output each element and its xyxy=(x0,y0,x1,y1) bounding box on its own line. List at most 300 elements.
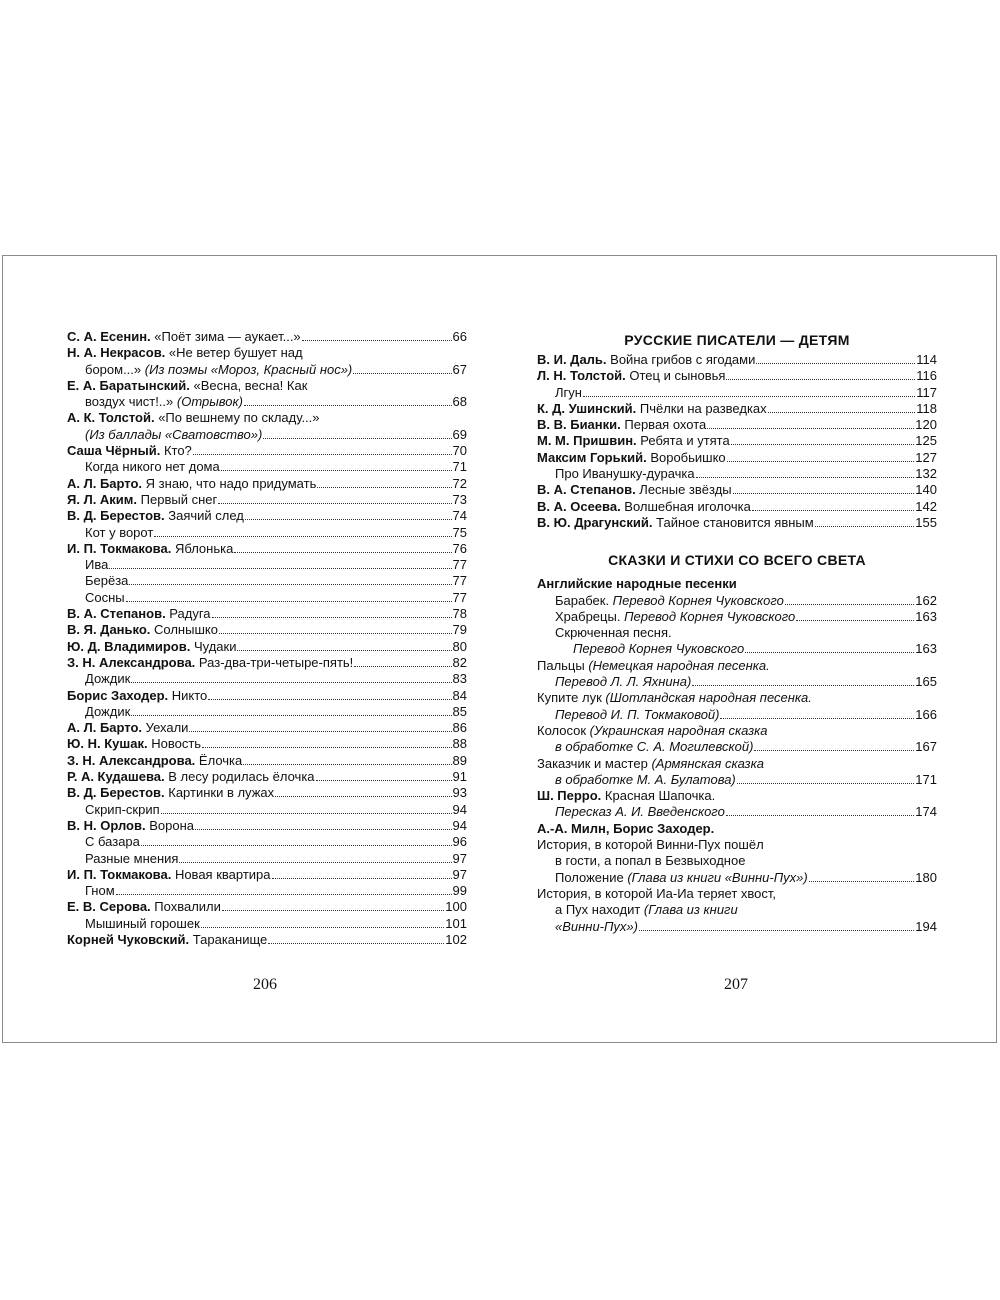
page-ref: 117 xyxy=(916,384,937,400)
dot-leader xyxy=(745,652,914,653)
entry-text xyxy=(537,756,764,772)
entry-title: Заказчик и мастер xyxy=(537,755,652,771)
author-name: С. А. Есенин. xyxy=(67,329,151,344)
dot-leader xyxy=(696,477,915,478)
author-name: А.-А. Милн, Борис Заходер. xyxy=(537,820,715,836)
page-ref: 78 xyxy=(452,606,467,622)
toc-entry xyxy=(67,802,467,818)
toc-entry-continuation xyxy=(537,576,937,592)
toc-entry-continuation xyxy=(537,658,937,674)
dot-leader xyxy=(785,604,914,605)
entry-title: Война грибов с ягодами xyxy=(606,352,756,367)
dot-leader xyxy=(815,526,915,527)
toc-entry-continuation xyxy=(537,837,937,853)
toc-entry-continuation xyxy=(537,788,937,804)
dot-leader xyxy=(201,927,445,928)
right-page-number: 207 xyxy=(724,976,748,993)
page-ref: 79 xyxy=(452,622,467,638)
dot-leader xyxy=(131,715,451,716)
entry-title: Яблонька xyxy=(171,540,234,556)
dot-leader xyxy=(752,510,914,511)
page-ref: 120 xyxy=(915,417,937,433)
dot-leader xyxy=(244,405,452,406)
page-ref: 80 xyxy=(452,638,467,654)
entry-text xyxy=(537,368,725,384)
dot-leader xyxy=(126,601,452,602)
entry-title: Скрип-скрип xyxy=(85,801,160,817)
page-ref: 76 xyxy=(452,540,467,556)
entry-title: В лесу родилась ёлочка xyxy=(164,769,315,785)
toc-entry xyxy=(67,867,467,883)
toc-entry xyxy=(537,641,937,657)
author-name: А. Л. Барто. xyxy=(67,475,143,491)
entry-title: в гости, а попал в Безвыходное xyxy=(555,853,746,869)
page-ref: 99 xyxy=(452,883,467,899)
toc-entry xyxy=(67,557,467,573)
entry-title: Радуга xyxy=(165,606,211,622)
entry-title: Картинки в лужах xyxy=(164,785,275,801)
entry-title: Барабек. xyxy=(555,592,613,608)
dot-leader xyxy=(268,943,444,944)
dot-leader xyxy=(179,862,451,863)
toc-entry xyxy=(67,785,467,801)
toc-entry xyxy=(537,401,937,417)
author-name: Английские народные песенки xyxy=(537,576,737,592)
entry-text xyxy=(67,622,218,638)
author-name: Борис Заходер. xyxy=(67,687,169,703)
dot-leader xyxy=(726,815,914,816)
author-name: В. А. Степанов. xyxy=(67,606,166,622)
dot-leader xyxy=(707,428,914,429)
toc-entry xyxy=(537,417,937,433)
toc-entry-continuation xyxy=(537,723,937,739)
page-ref: 69 xyxy=(452,426,467,442)
author-name: А. Л. Барто. xyxy=(67,720,143,736)
dot-leader xyxy=(316,780,452,781)
entry-text xyxy=(67,639,236,655)
entry-text xyxy=(85,704,130,720)
author-name: Р. А. Кудашева. xyxy=(67,769,165,785)
dot-leader xyxy=(221,470,452,471)
dot-leader xyxy=(131,682,451,683)
page-ref: 194 xyxy=(915,918,937,934)
toc-entry xyxy=(537,804,937,820)
dot-leader xyxy=(202,747,451,748)
page-ref: 97 xyxy=(452,850,467,866)
entry-title: Воробьишко xyxy=(646,449,726,465)
toc-entry xyxy=(67,329,467,345)
page-ref: 100 xyxy=(445,899,467,915)
entry-text xyxy=(85,459,220,475)
author-name: В. И. Даль. xyxy=(537,352,607,367)
entry-title: Кто? xyxy=(160,443,192,459)
page-ref: 167 xyxy=(915,739,937,755)
page-ref: 140 xyxy=(915,482,937,498)
dot-leader xyxy=(189,731,451,732)
entry-text xyxy=(537,401,767,417)
toc-entry-continuation xyxy=(537,821,937,837)
dot-leader xyxy=(720,718,914,719)
page-ref: 73 xyxy=(452,491,467,507)
entry-text xyxy=(67,932,267,948)
entry-text xyxy=(555,674,691,690)
entry-text xyxy=(67,818,194,834)
entry-title: «По вешнему по складу...» xyxy=(154,410,320,426)
entry-title: Отец и сыновья xyxy=(625,368,726,384)
entry-text xyxy=(537,499,751,515)
toc-entry xyxy=(67,916,467,932)
entry-text xyxy=(85,573,128,589)
author-name: В. Д. Берестов. xyxy=(67,508,165,524)
entry-title: бором...» xyxy=(85,361,145,377)
entry-title: Когда никого нет дома xyxy=(85,459,220,475)
toc-entry xyxy=(537,466,937,482)
entry-text xyxy=(67,899,221,915)
dot-leader xyxy=(302,340,452,341)
entry-note: «Винни-Пух») xyxy=(555,918,638,934)
entry-text xyxy=(85,851,178,867)
entry-text xyxy=(537,723,768,739)
entry-title: а Пух находит xyxy=(555,902,644,918)
entry-title: Ёлочка xyxy=(195,752,243,768)
author-name: В. Ю. Драгунский. xyxy=(537,514,653,530)
page-ref: 127 xyxy=(915,449,937,465)
entry-title: «Весна, весна! Как xyxy=(189,377,308,393)
entry-text xyxy=(67,508,244,524)
entry-title: Ива xyxy=(85,557,109,573)
entry-title: Лесные звёзды xyxy=(635,482,732,498)
entry-note: Перевод Корнея Чуковского xyxy=(612,592,784,608)
left-page-number: 206 xyxy=(253,976,277,993)
toc-entry xyxy=(537,433,937,449)
entry-title: Новость xyxy=(147,736,202,752)
entry-title: Раз-два-три-четыре-пять! xyxy=(195,654,354,670)
entry-text xyxy=(537,576,737,592)
entry-text xyxy=(67,476,316,492)
entry-text xyxy=(555,609,795,625)
entry-text xyxy=(67,736,201,752)
author-name: И. П. Токмакова. xyxy=(67,866,172,882)
page-ref: 89 xyxy=(452,752,467,768)
entry-note: (Из поэмы «Мороз, Красный нос») xyxy=(144,361,353,377)
dot-leader xyxy=(193,454,452,455)
entry-title: Гном xyxy=(85,883,115,899)
entry-text xyxy=(67,753,242,769)
right-page-contents xyxy=(537,329,937,935)
entry-title: Первая охота xyxy=(620,417,707,433)
entry-text xyxy=(67,345,303,361)
entry-text xyxy=(67,769,315,785)
page-ref: 101 xyxy=(445,915,467,931)
entry-text xyxy=(67,655,353,671)
entry-text xyxy=(85,802,160,818)
dot-leader xyxy=(275,796,451,797)
entry-text xyxy=(85,362,352,378)
entry-note: в обработке М. А. Булатова) xyxy=(555,771,736,787)
entry-text xyxy=(85,394,243,410)
page-ref: 70 xyxy=(452,443,467,459)
dot-leader xyxy=(212,617,452,618)
entry-text xyxy=(67,329,301,345)
page-ref: 84 xyxy=(452,687,467,703)
author-name: М. М. Пришвин. xyxy=(537,433,637,449)
entry-title: Никто xyxy=(168,687,208,703)
dot-leader xyxy=(317,487,451,488)
page-ref: 171 xyxy=(915,771,937,787)
page-ref: 116 xyxy=(916,368,937,384)
dot-leader xyxy=(195,829,452,830)
author-name: Ю. Н. Кушак. xyxy=(67,736,148,752)
entry-title: воздух чист!..» xyxy=(85,394,177,410)
entry-text xyxy=(85,883,115,899)
entry-note: (Немецкая народная песенка. xyxy=(588,657,770,673)
entry-title: Сосны xyxy=(85,589,125,605)
dot-leader xyxy=(154,536,451,537)
page-ref: 180 xyxy=(915,869,937,885)
entry-title: Похвалили xyxy=(150,899,221,915)
toc-entry-continuation xyxy=(537,853,937,869)
author-name: К. Д. Ушинский. xyxy=(537,400,637,416)
toc-entry xyxy=(537,772,937,788)
entry-text xyxy=(537,837,764,853)
dot-leader xyxy=(141,845,452,846)
dot-leader xyxy=(219,633,452,634)
page-ref: 74 xyxy=(452,508,467,524)
entry-text xyxy=(537,450,726,466)
toc-entry xyxy=(67,362,467,378)
entry-title: Берёза xyxy=(85,573,129,589)
toc-entry xyxy=(67,851,467,867)
entry-title: Первый снег xyxy=(137,491,218,507)
entry-text xyxy=(537,352,755,368)
entry-text xyxy=(67,443,192,459)
page-ref: 82 xyxy=(452,654,467,670)
page-ref: 155 xyxy=(915,514,937,530)
entry-text xyxy=(537,433,730,449)
entry-title: Дождик xyxy=(85,703,131,719)
page-ref: 71 xyxy=(452,459,467,475)
dot-leader xyxy=(222,910,444,911)
author-name: Л. Н. Толстой. xyxy=(537,368,626,384)
page-ref: 88 xyxy=(452,736,467,752)
toc-entry xyxy=(67,688,467,704)
author-name: Максим Горький. xyxy=(537,449,647,465)
dot-leader xyxy=(809,881,915,882)
entry-text xyxy=(555,902,738,918)
entry-title: Уехали xyxy=(142,720,189,736)
entry-text xyxy=(555,707,719,723)
entry-text xyxy=(85,590,125,606)
entry-text xyxy=(555,772,736,788)
entry-text xyxy=(67,720,188,736)
page-ref: 94 xyxy=(452,801,467,817)
dot-leader xyxy=(639,930,914,931)
entry-title: Про Иванушку-дурачка xyxy=(555,466,695,482)
entry-text xyxy=(555,739,753,755)
author-name: В. В. Бианки. xyxy=(537,417,621,433)
toc-entry xyxy=(67,394,467,410)
entry-note: (Из баллады «Сватовство») xyxy=(85,426,263,442)
toc-entry-continuation xyxy=(537,756,937,772)
section-heading: РУССКИЕ ПИСАТЕЛИ — ДЕТЯМ xyxy=(624,332,850,348)
entry-note: (Шотландская народная песенка. xyxy=(605,690,812,706)
toc-entry-continuation xyxy=(67,345,467,361)
entry-title: Солнышко xyxy=(150,622,218,638)
toc-entry xyxy=(67,443,467,459)
toc-entry xyxy=(67,704,467,720)
entry-text xyxy=(67,688,207,704)
entry-text xyxy=(85,525,153,541)
page-ref: 174 xyxy=(915,804,937,820)
entry-title: Пчёлки на разведках xyxy=(636,400,767,416)
dot-leader xyxy=(218,503,451,504)
dot-leader xyxy=(161,813,452,814)
entry-text xyxy=(555,593,784,609)
toc-entry xyxy=(537,674,937,690)
page-ref: 75 xyxy=(452,524,467,540)
entry-title: Лгун xyxy=(555,384,582,400)
entry-title: Храбрецы. xyxy=(555,608,625,624)
page-ref: 77 xyxy=(452,573,467,589)
entry-title: «Не ветер бушует над xyxy=(165,345,303,361)
dot-leader xyxy=(353,373,451,374)
dot-leader xyxy=(243,764,451,765)
dot-leader xyxy=(237,650,451,651)
toc-entry xyxy=(537,385,937,401)
entry-note: (Отрывок) xyxy=(176,394,244,410)
entry-title: Колосок xyxy=(537,722,590,738)
page-ref: 97 xyxy=(452,866,467,882)
page-ref: 85 xyxy=(452,703,467,719)
entry-note: в обработке С. А. Могилевской) xyxy=(555,739,754,755)
entry-text xyxy=(537,515,814,531)
page-ref: 72 xyxy=(452,475,467,491)
left-page-contents xyxy=(67,329,467,948)
toc-entry xyxy=(67,834,467,850)
entry-note: Перевод Корнея Чуковского xyxy=(573,641,745,657)
section-heading: СКАЗКИ И СТИХИ СО ВСЕГО СВЕТА xyxy=(608,552,866,569)
author-name: Е. А. Баратынский. xyxy=(67,377,190,393)
toc-entry xyxy=(537,593,937,609)
page-ref: 77 xyxy=(452,589,467,605)
entry-title: Разные мнения xyxy=(85,850,179,866)
toc-entry xyxy=(67,720,467,736)
entry-title: Волшебная иголочка xyxy=(620,498,751,514)
entry-text xyxy=(85,834,140,850)
toc-entry xyxy=(67,573,467,589)
entry-text xyxy=(537,658,770,674)
author-name: З. Н. Александрова. xyxy=(67,752,196,768)
toc-entry xyxy=(537,352,937,368)
dot-leader xyxy=(263,438,451,439)
dot-leader xyxy=(727,461,915,462)
toc-entry xyxy=(67,622,467,638)
page-ref: 94 xyxy=(452,817,467,833)
entry-text xyxy=(555,870,808,886)
toc-entry-continuation xyxy=(537,625,937,641)
author-name: З. Н. Александрова. xyxy=(67,654,196,670)
entry-text xyxy=(85,671,130,687)
dot-leader xyxy=(756,363,915,364)
dot-leader xyxy=(109,568,451,569)
entry-text xyxy=(537,821,714,837)
toc-entry xyxy=(67,427,467,443)
entry-text xyxy=(537,788,715,804)
toc-entry-continuation xyxy=(67,378,467,394)
toc-entry xyxy=(537,368,937,384)
author-name: В. Н. Орлов. xyxy=(67,817,146,833)
dot-leader xyxy=(768,412,916,413)
toc-entry xyxy=(67,492,467,508)
entry-note: (Армянская сказка xyxy=(651,755,764,771)
entry-title: «Поёт зима — аукает...» xyxy=(150,329,301,344)
page-ref: 66 xyxy=(452,329,467,344)
page-ref: 118 xyxy=(916,400,937,416)
entry-title: Ворона xyxy=(145,817,194,833)
entry-text xyxy=(555,385,582,401)
entry-note: Перевод Корнея Чуковского xyxy=(624,608,796,624)
toc-entry xyxy=(67,590,467,606)
author-name: И. П. Токмакова. xyxy=(67,540,172,556)
page-ref: 162 xyxy=(915,592,937,608)
entry-text xyxy=(67,867,271,883)
entry-title: Тараканище xyxy=(189,931,268,947)
page-ref: 165 xyxy=(915,674,937,690)
toc-entry xyxy=(537,609,937,625)
dot-leader xyxy=(116,894,452,895)
entry-text xyxy=(67,378,307,394)
entry-title: Красная Шапочка. xyxy=(601,788,716,804)
toc-entry xyxy=(67,541,467,557)
entry-title: История, в которой Иа-Иа теряет хвост, xyxy=(537,885,777,901)
toc-entry xyxy=(67,459,467,475)
entry-title: Ребята и утята xyxy=(636,433,730,449)
page-ref: 125 xyxy=(915,433,937,449)
page-ref: 67 xyxy=(452,361,467,377)
toc-entry xyxy=(537,515,937,531)
dot-leader xyxy=(737,783,915,784)
dot-leader xyxy=(583,396,915,397)
entry-title: История, в которой Винни-Пух пошёл xyxy=(537,837,764,853)
toc-entry xyxy=(67,818,467,834)
dot-leader xyxy=(208,699,451,700)
entry-title: Тайное становится явным xyxy=(652,514,814,530)
page-ref: 86 xyxy=(452,720,467,736)
entry-title: Чудаки xyxy=(190,638,237,654)
author-name: В. А. Степанов. xyxy=(537,482,636,498)
page-ref: 163 xyxy=(915,641,937,657)
entry-text xyxy=(555,625,672,641)
page-ref: 83 xyxy=(452,671,467,687)
toc-entry xyxy=(67,883,467,899)
entry-text xyxy=(67,492,217,508)
entry-text xyxy=(67,785,274,801)
entry-title: Дождик xyxy=(85,671,131,687)
page-ref: 102 xyxy=(445,931,467,947)
dot-leader xyxy=(354,666,451,667)
toc-entry-continuation xyxy=(537,902,937,918)
entry-title: Пальцы xyxy=(537,657,589,673)
dot-leader xyxy=(796,620,914,621)
dot-leader xyxy=(129,584,451,585)
toc-entry xyxy=(67,671,467,687)
entry-title: Мышиный горошек xyxy=(85,915,200,931)
author-name: Корней Чуковский. xyxy=(67,931,190,947)
entry-text xyxy=(537,417,706,433)
entry-title: Я знаю, что надо придумать xyxy=(142,475,317,491)
entry-text xyxy=(537,482,732,498)
toc-entry-continuation xyxy=(537,886,937,902)
